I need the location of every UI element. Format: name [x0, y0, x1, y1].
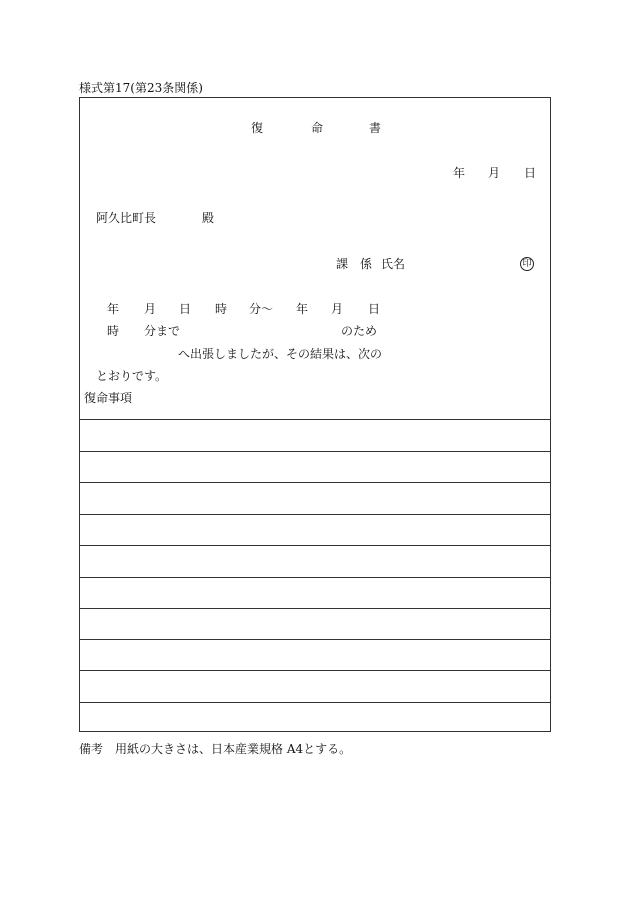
trip-end-minute: 分まで — [144, 324, 181, 338]
trip-end-day: 日 — [368, 302, 381, 316]
trip-start-hour: 時 — [215, 302, 228, 316]
trip-purpose: のため — [341, 324, 378, 338]
row-divider — [80, 670, 550, 671]
date-day: 日 — [524, 166, 537, 180]
title-char-3: 書 — [369, 121, 382, 135]
form-label: 様式第17(第23条関係) — [79, 81, 203, 95]
report-form — [79, 97, 551, 732]
row-divider — [80, 545, 550, 546]
trip-end-hour: 時 — [107, 324, 120, 338]
trip-destination-text: へ出張しましたが、その結果は、次の — [178, 347, 383, 361]
section-label: 復命事項 — [84, 391, 133, 405]
seal-icon: 印 — [520, 257, 534, 271]
trip-end-month: 月 — [331, 302, 344, 316]
footnote: 備考 用紙の大きさは、日本産業規格 A4とする。 — [79, 742, 352, 756]
row-divider — [80, 577, 550, 578]
trip-start-month: 月 — [144, 302, 157, 316]
row-divider — [80, 514, 550, 515]
date-year: 年 — [453, 166, 466, 180]
trip-result-text: とおりです。 — [96, 369, 168, 383]
addressee-name: 阿久比町長 — [96, 211, 157, 225]
date-month: 月 — [488, 166, 501, 180]
reporter-ka: 課 — [336, 257, 349, 271]
title-char-2: 命 — [311, 121, 324, 135]
row-divider — [80, 482, 550, 483]
trip-start-day: 日 — [179, 302, 192, 316]
reporter-kakari: 係 — [360, 257, 373, 271]
row-divider — [80, 419, 550, 420]
trip-start-year: 年 — [107, 302, 120, 316]
reporter-shimei: 氏名 — [381, 257, 406, 271]
trip-start-minute: 分〜 — [249, 302, 274, 316]
row-divider — [80, 702, 550, 703]
addressee-honorific: 殿 — [202, 211, 215, 225]
title-char-1: 復 — [251, 121, 264, 135]
trip-end-year: 年 — [296, 302, 309, 316]
row-divider — [80, 639, 550, 640]
row-divider — [80, 608, 550, 609]
row-divider — [80, 451, 550, 452]
